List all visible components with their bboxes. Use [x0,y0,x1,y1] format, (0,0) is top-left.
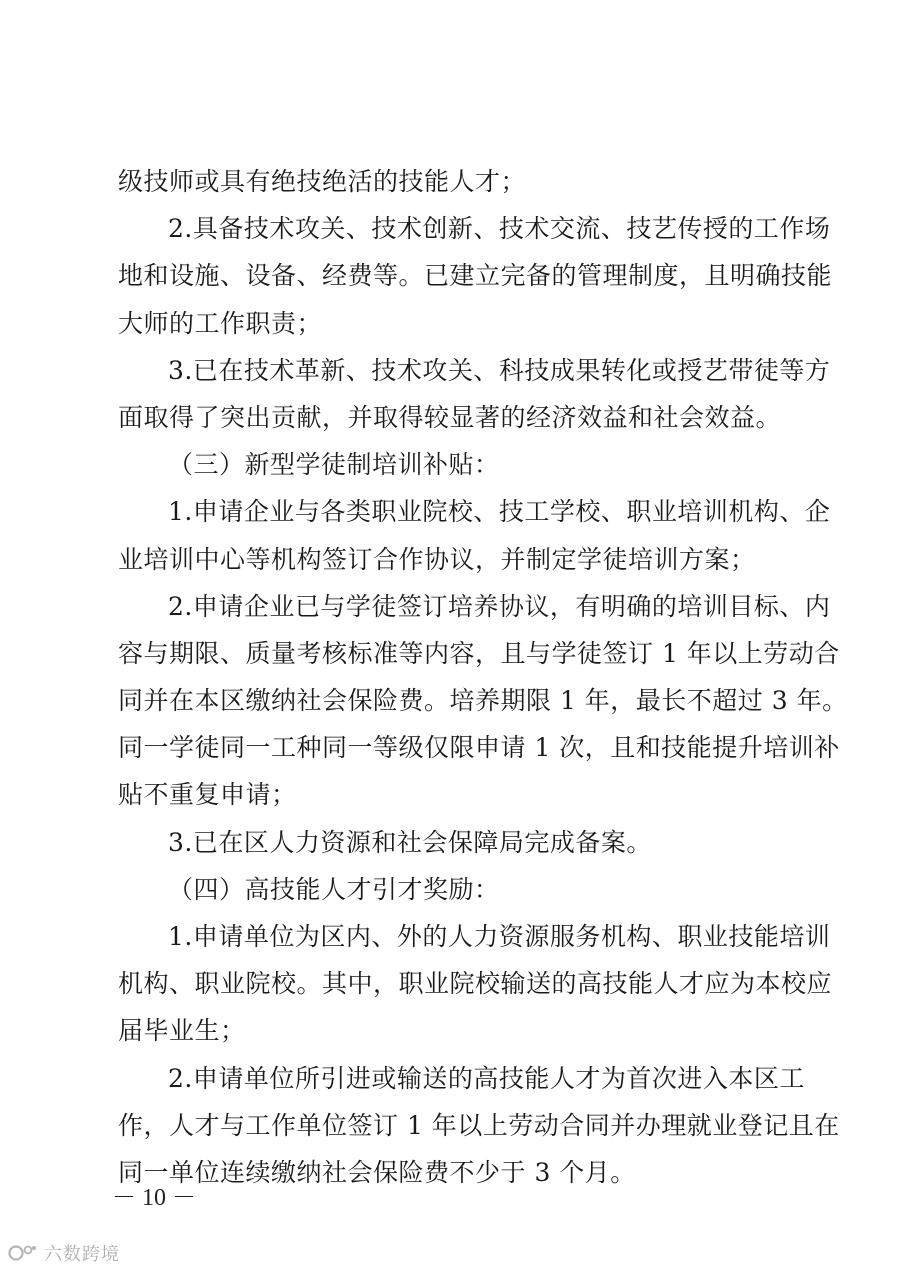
text-line: 大师的工作职责； [118,308,323,338]
brand-logo-icon [8,1242,38,1264]
text-line: 级技师或具有绝技绝活的技能人才； [118,167,527,196]
text-line: 2.申请单位所引进或输送的高技能人才为首次进入本区工 [168,1063,805,1093]
text-line: 贴不重复申请； [118,780,297,810]
text-line: 地和设施、设备、经费等。已建立完备的管理制度，且明确技能 [118,261,833,291]
watermark [8,1238,120,1268]
text-line: 机构、职业院校。其中，职业院校输送的高技能人才应为本校应 [118,969,833,999]
text-line: 2.申请企业已与学徒签订培养协议，有明确的培训目标、内 [168,591,831,621]
text-line: （三）新型学徒制培训补贴： [168,450,500,480]
text-line: 届毕业生； [118,1016,246,1046]
text-line: 1.申请单位为区内、外的人力资源服务机构、职业技能培训 [168,922,831,951]
text-line: 同一单位连续缴纳社会保险费不少于 3 个月。 [118,1157,636,1187]
page-number: － 10 － [112,1185,196,1211]
text-line: 3.已在技术革新、技术攻关、科技成果转化或授艺带徒等方 [168,355,831,385]
text-line: 作，人才与工作单位签订 1 年以上劳动合同并办理就业登记且在 [118,1110,840,1140]
text-line: 业培训中心等机构签订合作协议，并制定学徒培训方案； [118,544,756,574]
text-line: （四）高技能人才引才奖励： [168,874,500,904]
text-line: 2.具备技术攻关、技术创新、技术交流、技艺传授的工作场 [168,214,831,244]
text-line: 同并在本区缴纳社会保险费。培养期限 1 年，最长不超过 3 年。 [118,686,848,716]
text-line: 1.申请企业与各类职业院校、技工学校、职业培训机构、企 [168,497,831,527]
document-body [118,158,848,1196]
watermark-text: 六数跨境 [44,1244,120,1265]
text-line: 面取得了突出贡献，并取得较显著的经济效益和社会效益。 [118,402,782,432]
text-line: 容与期限、质量考核标准等内容，且与学徒签订 1 年以上劳动合 [118,638,840,668]
text-line: 3.已在区人力资源和社会保障局完成备案。 [168,827,652,857]
text-line: 同一学徒同一工种同一等级仅限申请 1 次，且和技能提升培训补 [118,733,840,763]
